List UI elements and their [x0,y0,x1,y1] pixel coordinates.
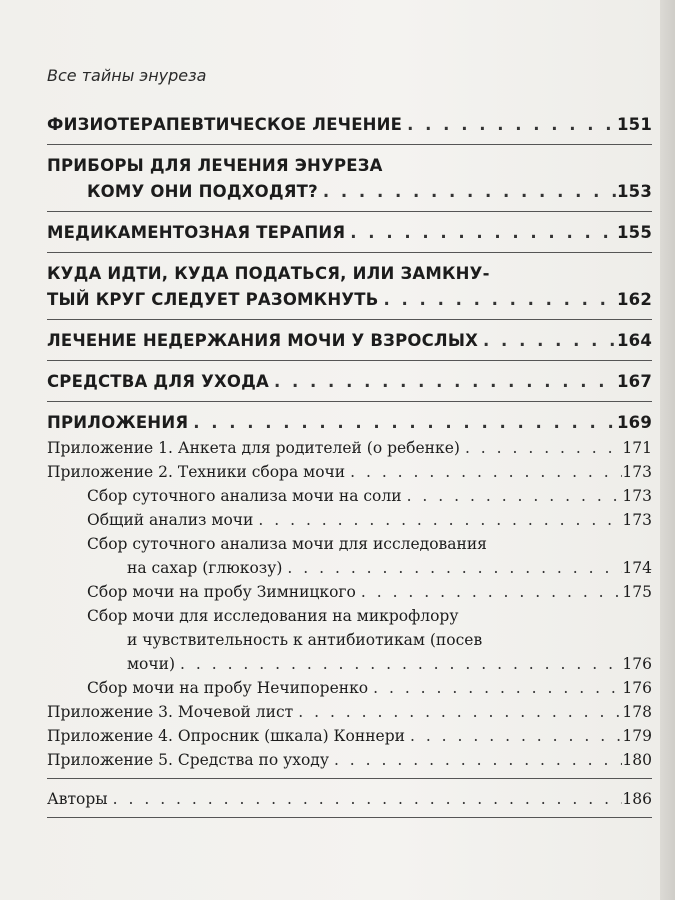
leader-dots [293,700,622,724]
toc-entry-title: Приложение 4. Опросник (шкала) Коннери [47,727,405,745]
toc-entry-title: СРЕДСТВА ДЛЯ УХОДА [47,372,270,391]
leader-dots [269,369,617,395]
leader-dots [402,112,617,138]
toc-page-number: 173 [622,463,652,481]
toc-page-number: 176 [622,655,652,673]
toc-entry[interactable] [47,748,652,772]
leader-dots [282,556,622,580]
leader-dots [188,410,617,436]
leader-dots [329,748,622,772]
toc-page-number: 175 [622,583,652,601]
toc-page-number: 167 [616,372,652,391]
toc-subentry[interactable] [47,532,652,580]
toc-page-number: 162 [616,290,652,309]
toc-subentry[interactable] [47,580,652,604]
toc-page-number: 169 [616,413,652,432]
divider [47,319,652,320]
divider [47,401,652,402]
leader-dots [368,676,622,700]
toc-entry-title-cont: и чувствительность к антибиотикам (посев [127,631,483,649]
toc-entry[interactable] [47,410,652,436]
leader-dots [345,220,617,246]
table-of-contents [47,112,652,826]
toc-entry-title: Приложение 2. Техники сбора мочи [47,463,346,481]
toc-entry[interactable] [47,220,652,246]
leader-dots [405,724,622,748]
toc-entry-title-cont: КОМУ ОНИ ПОДХОДЯТ? [87,182,318,201]
toc-entry-title-cont: мочи) [127,655,176,673]
toc-entry-title: ЛЕЧЕНИЕ НЕДЕРЖАНИЯ МОЧИ У ВЗРОСЛЫХ [47,331,479,350]
toc-page-number: 176 [622,679,652,697]
divider [47,252,652,253]
toc-entry[interactable] [47,724,652,748]
toc-entry-title: Сбор мочи на пробу Нечипоренко [87,679,369,697]
toc-entry-title: Сбор суточного анализа мочи для исследования [87,535,487,553]
leader-dots [318,179,617,205]
toc-entry[interactable] [47,328,652,354]
leader-dots [460,436,622,460]
toc-page-number: 171 [622,439,652,457]
toc-page-number: 186 [622,790,652,808]
toc-page-number: 173 [622,487,652,505]
toc-page-number: 178 [622,703,652,721]
toc-subentry[interactable] [47,508,652,532]
leader-dots [345,460,622,484]
toc-page-number: 180 [622,751,652,769]
toc-subentry[interactable] [47,484,652,508]
running-header: Все тайны энуреза [47,66,207,85]
divider [47,817,652,818]
toc-entry-title: КУДА ИДТИ, КУДА ПОДАТЬСЯ, ИЛИ ЗАМКНУ- [47,264,490,283]
toc-entry[interactable] [47,369,652,395]
leader-dots [253,508,622,532]
leader-dots [175,652,622,676]
toc-page-number: 151 [616,115,652,134]
toc-entry-title: МЕДИКАМЕНТОЗНАЯ ТЕРАПИЯ [47,223,346,242]
divider [47,211,652,212]
toc-entry-title: Приложение 5. Средства по уходу [47,751,329,769]
toc-entry-title: Общий анализ мочи [87,511,254,529]
toc-entry-title: Сбор мочи для исследования на микрофлору [87,607,459,625]
toc-page-number: 164 [616,331,652,350]
leader-dots [356,580,623,604]
toc-entry-title: Приложение 3. Мочевой лист [47,703,294,721]
toc-entry[interactable] [47,153,652,205]
toc-entry-title-cont: на сахар (глюкозу) [127,559,283,577]
toc-entry[interactable] [47,436,652,460]
toc-entry-title: Приложение 1. Анкета для родителей (о ребенке) [47,439,460,457]
toc-page-number: 155 [616,223,652,242]
toc-entry[interactable] [47,700,652,724]
toc-entry-authors[interactable] [47,787,652,811]
toc-page-number: 173 [622,511,652,529]
toc-entry-title: ПРИЛОЖЕНИЯ [47,413,189,432]
toc-entry-title: Авторы [47,790,108,808]
toc-entry-title: ПРИБОРЫ ДЛЯ ЛЕЧЕНИЯ ЭНУРЕЗА [47,156,383,175]
toc-entry-title: Сбор суточного анализа мочи на соли [87,487,402,505]
toc-entry[interactable] [47,261,652,313]
leader-dots [478,328,617,354]
divider [47,360,652,361]
leader-dots [379,287,617,313]
toc-subentry[interactable] [47,676,652,700]
toc-entry-title-cont: ТЫЙ КРУГ СЛЕДУЕТ РАЗОМКНУТЬ [47,290,379,309]
toc-subentry[interactable] [47,604,652,676]
toc-entry-title: Сбор мочи на пробу Зимницкого [87,583,356,601]
page-edge [660,0,675,900]
leader-dots [402,484,623,508]
toc-page-number: 179 [622,727,652,745]
leader-dots [108,787,623,811]
toc-entry[interactable] [47,460,652,484]
toc-entry-title: ФИЗИОТЕРАПЕВТИЧЕСКОЕ ЛЕЧЕНИЕ [47,115,403,134]
divider [47,144,652,145]
toc-page-number: 153 [616,182,652,201]
divider [47,778,652,779]
toc-page-number: 174 [622,559,652,577]
toc-entry[interactable] [47,112,652,138]
